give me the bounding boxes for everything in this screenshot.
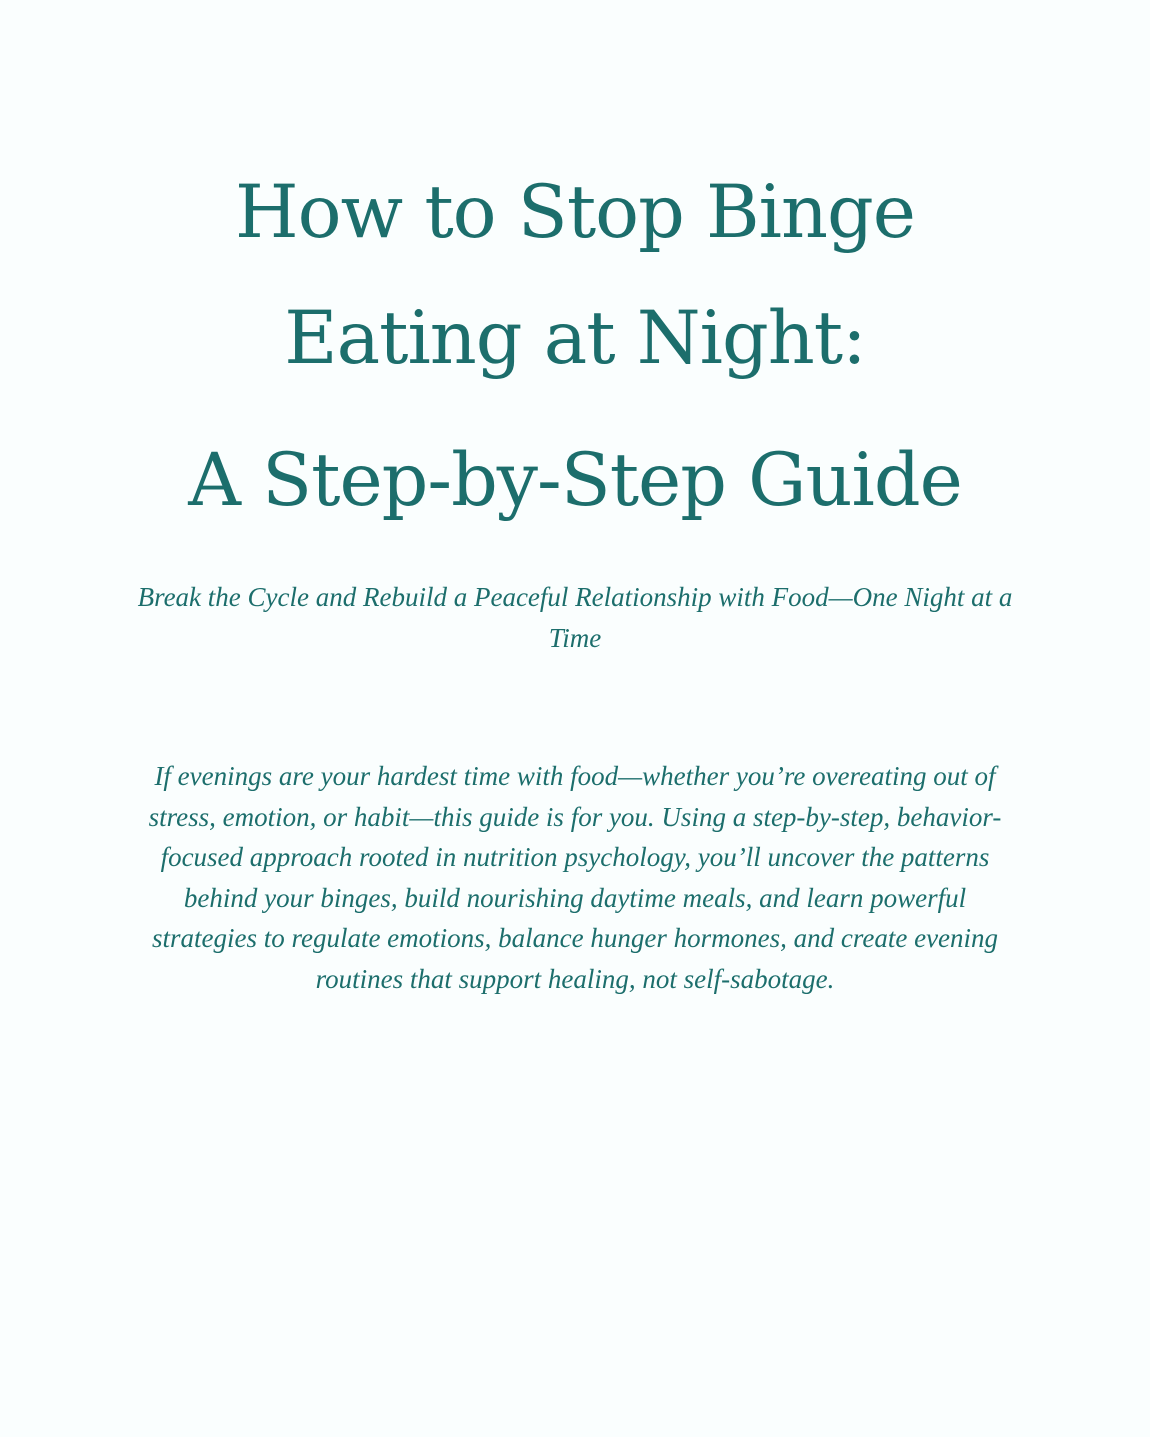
description: If evenings are your hardest time with food—whether you’re overeating out of stress, emotion, or habit—this guide is for you. Using a step-by-step, behavior-focused approach rooted in nutrition psychology, you’ll uncover the patterns behind your binges, build nourishing daytime meals, and learn powerful strategies to regulate emotions, balance hunger hormones, and create evening routines that support healing, not self-sabotage. [148, 761, 1002, 994]
title-line-2: Eating at Night: [284, 296, 866, 381]
title-line-1: How to Stop Binge [235, 170, 915, 255]
subtitle: Break the Cycle and Rebuild a Peaceful Relationship with Food—One Night at a Time [137, 582, 1013, 653]
title-line-3: A Step-by-Step Guide [188, 438, 962, 523]
